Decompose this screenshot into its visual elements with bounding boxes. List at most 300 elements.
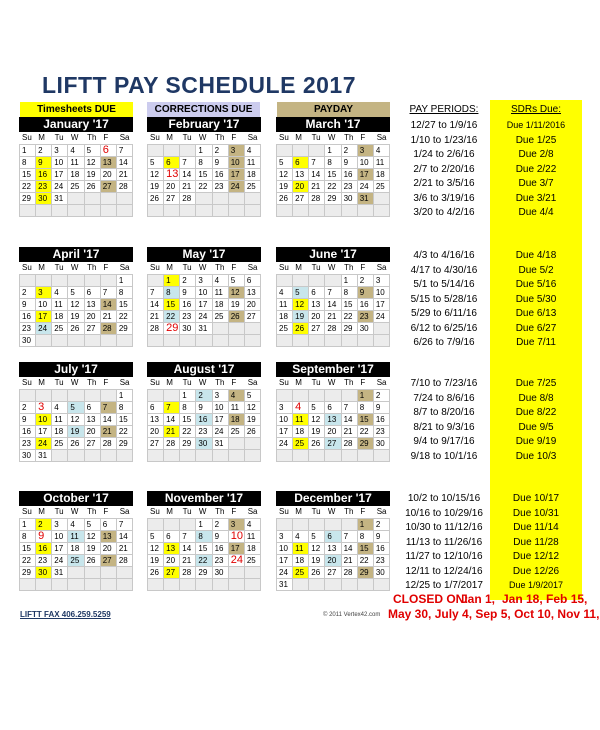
empty-cell [85,193,101,205]
sdr-due: Due 4/4 [518,207,554,218]
weekday-header [19,132,133,144]
weekday-label: Su [150,507,160,516]
day-cell: 11 [52,414,68,426]
day-cell: 9 [20,414,36,426]
day-cell: 2 [374,390,390,402]
day-cell: 14 [342,543,358,555]
day-cell: 5 [229,275,245,287]
day-grid [276,274,390,347]
weekday-header [147,506,261,518]
pay-period: 9/4 to 9/17/16 [413,436,475,447]
day-cell: 22 [358,555,374,567]
day-cell: 22 [358,426,374,438]
day-cell: 10 [230,530,243,542]
day-cell: 13 [164,543,180,555]
sdr-due: Due 7/11 [516,337,556,348]
day-cell: 14 [148,299,164,311]
day-cell: 31 [196,323,212,335]
day-cell: 31 [52,193,68,205]
day-cell: 14 [164,414,180,426]
pay-period: 5/1 to 5/14/16 [413,279,475,290]
day-cell: 14 [180,543,196,555]
day-cell: 10 [36,414,52,426]
day-grid [19,144,133,217]
day-cell: 15 [358,414,374,426]
day-cell: 2 [213,519,229,531]
weekday-label: M [295,378,302,387]
empty-cell [358,335,374,347]
weekday-label: Th [344,378,354,387]
day-cell: 25 [213,311,229,323]
day-cell: 3 [36,287,52,299]
empty-cell [68,450,84,462]
day-cell: 26 [68,438,84,450]
empty-cell [229,193,245,205]
day-cell: 24 [36,323,52,335]
empty-cell [68,579,84,591]
day-cell: 23 [20,323,36,335]
day-cell: 9 [196,402,212,414]
day-cell: 5 [85,145,101,157]
day-cell: 14 [101,299,117,311]
day-cell: 11 [52,299,68,311]
sdr-due: Due 10/31 [512,507,560,519]
day-cell: 22 [325,181,341,193]
pay-period: 11/13 to 11/26/16 [405,536,483,548]
day-cell: 31 [277,579,293,591]
day-cell: 18 [68,543,84,555]
weekday-label: Su [279,378,289,387]
day-cell: 13 [325,543,341,555]
day-cell: 30 [213,567,229,579]
day-cell: 17 [374,299,390,311]
day-cell: 24 [52,181,68,193]
empty-cell [85,335,101,347]
day-cell: 17 [277,555,293,567]
weekday-header [276,132,390,144]
day-cell: 8 [358,531,374,543]
empty-cell [245,335,261,347]
empty-cell [245,567,261,579]
empty-cell [277,519,293,531]
month-title: October '17 [19,491,133,506]
sdr-due: Due 9/19 [515,436,557,447]
day-cell: 4 [245,519,261,531]
empty-cell [325,205,341,217]
empty-cell [277,450,293,462]
empty-cell [148,450,164,462]
weekday-label: Sa [247,378,258,387]
day-cell: 10 [52,531,68,543]
day-cell: 15 [196,543,212,555]
day-cell: 11 [374,157,390,169]
weekday-label: Su [279,263,289,272]
weekday-label: F [231,263,237,272]
day-cell: 19 [293,311,309,323]
empty-cell [68,275,84,287]
day-cell: 7 [180,157,196,169]
weekday-label: Tu [182,263,192,272]
empty-cell [85,579,101,591]
day-cell: 13 [325,414,341,426]
day-cell: 9 [374,402,390,414]
day-cell: 19 [148,555,164,567]
day-cell: 11 [229,402,245,414]
empty-cell [180,579,196,591]
weekday-label: Su [22,263,32,272]
day-cell: 11 [68,531,84,543]
weekday-label: W [198,263,207,272]
day-cell: 28 [164,438,180,450]
empty-cell [293,145,309,157]
sdr-due: Due 5/16 [515,279,557,290]
weekday-label: Th [87,133,97,142]
weekday-label: Sa [247,133,258,142]
day-cell: 27 [245,311,261,323]
empty-cell [293,519,309,531]
month-6 [19,362,133,462]
sdr-due: Due 7/25 [515,378,557,389]
day-cell: 1 [196,519,212,531]
day-cell: 9 [213,531,229,543]
day-cell: 6 [309,287,325,299]
legend-corrections: CORRECTIONS DUE [147,102,260,117]
empty-cell [325,335,341,347]
day-cell: 6 [245,275,261,287]
day-cell: 21 [164,426,180,438]
day-cell: 30 [36,193,52,205]
weekday-label: Tu [311,263,321,272]
day-cell: 2 [358,275,374,287]
day-cell: 29 [196,567,212,579]
empty-cell [245,438,261,450]
month-11 [276,491,390,591]
day-grid [147,389,261,462]
weekday-label: Th [344,133,354,142]
month-title: May '17 [147,247,261,262]
closed-line1: Jan 1, [461,592,496,606]
empty-cell [36,579,52,591]
day-cell: 12 [85,157,101,169]
day-cell: 18 [68,169,84,181]
day-cell: 25 [229,426,245,438]
day-cell: 25 [68,555,84,567]
empty-cell [213,205,229,217]
day-cell: 6 [164,157,180,169]
day-cell: 27 [101,181,117,193]
empty-cell [229,323,245,335]
day-cell: 1 [196,145,212,157]
day-cell: 28 [148,323,164,335]
pay-period: 2/7 to 2/20/16 [413,163,475,175]
weekday-header [19,377,133,389]
month-title: March '17 [276,117,390,132]
sdr-due: Due 12/12 [512,551,560,562]
pay-period: 10/30 to 11/12/16 [405,522,483,533]
day-cell: 23 [374,555,390,567]
pay-period: 10/16 to 10/29/16 [405,507,483,519]
day-cell: 25 [374,181,390,193]
month-title: November '17 [147,491,261,506]
empty-cell [293,450,309,462]
empty-cell [101,579,117,591]
empty-cell [277,390,293,402]
sdr-due: Due 10/3 [515,450,557,462]
day-cell: 10 [358,157,374,169]
month-title: January '17 [19,117,133,132]
day-cell: 9 [36,531,52,543]
empty-cell [180,205,196,217]
weekday-label: Sa [119,263,130,272]
weekday-label: F [360,263,366,272]
day-cell: 19 [148,181,164,193]
day-cell: 4 [374,145,390,157]
day-cell: 6 [164,531,180,543]
weekday-label: Tu [54,133,64,142]
day-grid [19,274,133,347]
day-cell: 20 [164,181,180,193]
day-cell: 2 [196,390,212,402]
weekday-label: Tu [54,378,64,387]
weekday-label: Su [279,133,289,142]
closed-line1b: Jan 18, Feb 15, [502,592,588,606]
empty-cell [229,205,245,217]
day-cell: 22 [180,426,196,438]
empty-cell [213,193,229,205]
day-cell: 9 [374,531,390,543]
empty-cell [358,205,374,217]
weekday-label: Sa [119,133,130,142]
empty-cell [164,205,180,217]
weekday-label: Su [150,378,160,387]
day-cell: 8 [164,287,180,299]
empty-cell [293,275,309,287]
day-cell: 28 [101,323,117,335]
day-cell: 25 [245,181,261,193]
day-cell: 20 [101,543,117,555]
weekday-header [147,132,261,144]
day-cell: 1 [164,275,180,287]
day-cell: 29 [358,438,374,450]
day-cell: 8 [196,531,212,543]
empty-cell [101,275,117,287]
day-cell: 23 [36,181,52,193]
day-cell: 15 [196,169,212,181]
sdr-due: Due 2/8 [518,149,554,160]
day-cell: 6 [85,402,101,414]
pay-period: 12/11 to 12/24/16 [405,565,483,577]
day-cell: 23 [196,426,212,438]
day-cell: 15 [20,169,36,181]
day-cell: 19 [309,426,325,438]
empty-cell [342,519,358,531]
empty-cell [293,205,309,217]
day-cell: 3 [52,519,68,531]
day-cell: 20 [245,299,261,311]
empty-cell [325,519,341,531]
weekday-header [147,262,261,274]
empty-cell [20,205,36,217]
sdr-due: Due 9/5 [518,421,554,433]
day-cell: 2 [20,402,36,414]
day-cell: 1 [342,275,358,287]
weekday-label: Tu [182,378,192,387]
day-cell: 28 [342,438,358,450]
weekday-label: Th [215,507,225,516]
day-cell: 22 [342,311,358,323]
day-cell: 18 [374,169,390,181]
day-cell: 2 [213,145,229,157]
day-cell: 5 [85,519,101,531]
weekday-label: Su [279,507,289,516]
day-cell: 25 [293,567,309,579]
empty-cell [325,579,341,591]
empty-cell [36,205,52,217]
weekday-label: M [295,507,302,516]
empty-cell [213,323,229,335]
day-cell: 14 [101,414,117,426]
empty-cell [374,579,390,591]
empty-cell [374,450,390,462]
day-cell: 10 [229,157,245,169]
empty-cell [148,275,164,287]
weekday-label: Sa [376,378,387,387]
day-cell: 24 [196,311,212,323]
day-grid [147,518,261,591]
day-cell: 7 [342,402,358,414]
empty-cell [196,450,212,462]
weekday-label: W [70,133,79,142]
weekday-label: M [38,263,45,272]
empty-cell [229,438,245,450]
sdr-due: Due 11/14 [513,522,559,533]
empty-cell [213,579,229,591]
day-grid [19,389,133,462]
empty-cell [196,205,212,217]
day-cell: 8 [180,402,196,414]
month-title: June '17 [276,247,390,262]
day-cell: 30 [374,438,390,450]
day-cell: 26 [229,311,245,323]
day-cell: 2 [374,519,390,531]
day-cell: 29 [180,438,196,450]
day-cell: 24 [230,554,243,566]
empty-cell [117,579,133,591]
day-cell: 27 [101,555,117,567]
empty-cell [148,335,164,347]
month-title: February '17 [147,117,261,132]
empty-cell [101,335,117,347]
empty-cell [117,205,133,217]
pay-period: 2/21 to 3/5/16 [413,178,475,189]
weekday-label: Tu [311,378,321,387]
day-cell: 11 [245,531,261,543]
day-cell: 21 [309,181,325,193]
empty-cell [101,205,117,217]
empty-cell [36,275,52,287]
day-cell: 31 [358,193,374,205]
day-cell: 29 [117,323,133,335]
day-cell: 8 [117,402,133,414]
day-cell: 21 [342,426,358,438]
day-cell: 28 [325,323,341,335]
empty-cell [229,579,245,591]
day-cell: 16 [20,311,36,323]
day-cell: 24 [36,438,52,450]
empty-cell [245,323,261,335]
day-cell: 11 [293,543,309,555]
day-cell: 8 [325,157,341,169]
day-cell: 27 [164,193,180,205]
day-cell: 13 [309,299,325,311]
day-cell: 19 [309,555,325,567]
month-title: July '17 [19,362,133,377]
day-cell: 17 [358,169,374,181]
day-cell: 3 [36,402,52,414]
day-cell: 1 [20,519,36,531]
day-cell: 28 [180,567,196,579]
day-cell: 18 [213,299,229,311]
empty-cell [85,567,101,579]
copyright: © 2011 Vertex42.com [323,612,381,618]
day-cell: 30 [374,567,390,579]
day-cell: 8 [20,531,36,543]
month-title: August '17 [147,362,261,377]
day-cell: 19 [85,169,101,181]
weekday-label: W [327,133,336,142]
day-cell: 6 [148,402,164,414]
day-cell: 20 [325,555,341,567]
pay-period: 8/7 to 8/20/16 [413,407,475,418]
weekday-header [19,506,133,518]
day-cell: 15 [164,299,180,311]
day-cell: 6 [85,287,101,299]
sdr-due: Due 10/17 [512,493,560,504]
day-cell: 12 [68,299,84,311]
day-cell: 17 [277,426,293,438]
day-cell: 1 [325,145,341,157]
weekday-header [19,262,133,274]
day-cell: 30 [342,193,358,205]
day-cell: 6 [101,519,117,531]
day-cell: 24 [213,426,229,438]
day-cell: 13 [85,299,101,311]
weekday-label: F [231,507,237,516]
empty-cell [164,519,180,531]
day-cell: 29 [117,438,133,450]
day-cell: 14 [117,531,133,543]
sdr-due: Due 1/11/2016 [506,120,566,130]
day-cell: 5 [277,157,293,169]
day-cell: 28 [342,567,358,579]
day-cell: 27 [85,438,101,450]
day-cell: 8 [117,287,133,299]
day-cell: 3 [229,519,245,531]
day-cell: 16 [20,426,36,438]
empty-cell [309,275,325,287]
day-cell: 27 [309,323,325,335]
day-cell: 10 [277,414,293,426]
weekday-label: M [166,378,173,387]
empty-cell [293,579,309,591]
empty-cell [229,335,245,347]
day-cell: 4 [229,390,245,402]
empty-cell [68,567,84,579]
empty-cell [20,275,36,287]
day-cell: 15 [117,299,133,311]
closed-line2: May 30, July 4, Sep 5, Oct 10, Nov 11, [388,607,600,621]
empty-cell [374,205,390,217]
